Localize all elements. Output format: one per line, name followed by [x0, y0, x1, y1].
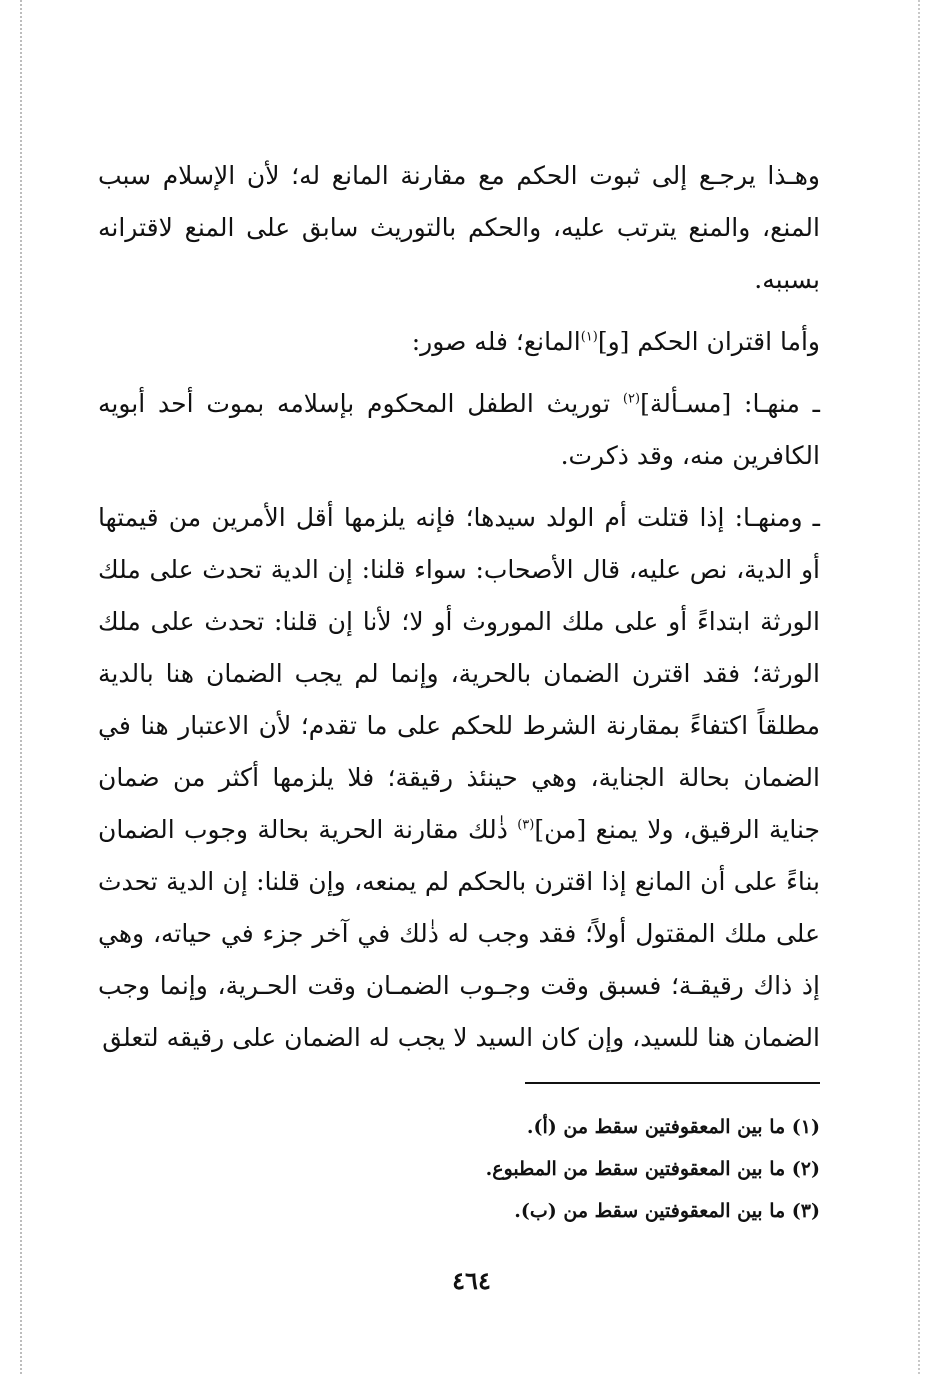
page-number: ٤٦٤ — [452, 1266, 491, 1295]
paragraph-1: وهـذا يرجـع إلى ثبوت الحكم مع مقارنة المانع له؛ لأن الإسلام سبب المنع، والمنع يترتب عليه، والحكم بالتوريث سابق على المنع لاقترانه بسببه. — [98, 161, 820, 294]
paragraph-2-text-a: وأما اقتران الحكم [و] — [597, 327, 820, 356]
footnote-2: (٢) ما بين المعقوفتين سقط من المطبوع. — [485, 1158, 820, 1180]
footnote-separator — [525, 1082, 820, 1084]
paragraph-4-text-b: ذٰلك مقارنة الحرية بحالة وجوب الضمان بناءً على أن المانع إذا اقترن بالحكم لم يمنعه، وإن قلنا: إن الدية تحدث على ملك المقتول أولاً؛ فقد وجب له ذٰلك في آخر جزء في حياته، وهي إذ ذاك رقيقـة؛ فسبق وقت وجـوب الضمـان وقت الحـرية، وإنما وجب الضمان هنا للسيد، وإن كان السيد لا يجب له الضمان على رقيقه لتعلق — [98, 815, 820, 1052]
paragraph-2-text-b: المانع؛ فله صور: — [411, 327, 581, 356]
footnote-1: (١) ما بين المعقوفتين سقط من (أ). — [526, 1116, 820, 1138]
footnotes — [400, 1106, 820, 1232]
paragraph-3 — [98, 378, 820, 482]
paragraph-4-text-a: ـ ومنهـا: إذا قتلت أم الولد سيدها؛ فإنه يلزمها أقل الأمرين من قيمتها أو الدية، نص عليه، قال الأصحاب: سواء قلنا: إن الدية تحدث على ملك الورثة ابتداءً أو على ملك الموروث أو لا؛ لأنا إن قلنا: تحدث على ملك الورثة؛ فقد اقترن الضمان بالحرية، وإنما لم يجب الضمان هنا بالدية مطلقاً اكتفاءً بمقارنة الشرط للحكم على ما تقدم؛ لأن الاعتبار هنا في الضمان بحالة الجناية، وهي حينئذ رقيقة؛ فلا يلزمها أكثر من ضمان جناية الرقيق، ولا يمنع [من] — [98, 503, 821, 844]
paragraph-3-text-b: توريث الطفل المحكوم بإسلامه بموت أحد أبويه الكافرين منه، وقد ذكرت. — [98, 389, 820, 470]
footnote-ref-3: (٣) — [517, 817, 535, 833]
footnote-ref-1: (١) — [580, 329, 598, 345]
main-text — [98, 150, 820, 1064]
footnote-3: (٣) ما بين المعقوفتين سقط من (ب). — [514, 1200, 820, 1222]
scan-edge-right — [918, 0, 920, 1374]
scan-edge-left — [20, 0, 22, 1374]
paragraph-4 — [98, 492, 820, 1064]
paragraph-2 — [98, 316, 820, 368]
footnote-ref-2: (٢) — [622, 391, 641, 407]
paragraph-3-text-a: ـ منهـا: [مسـألة] — [640, 389, 820, 418]
